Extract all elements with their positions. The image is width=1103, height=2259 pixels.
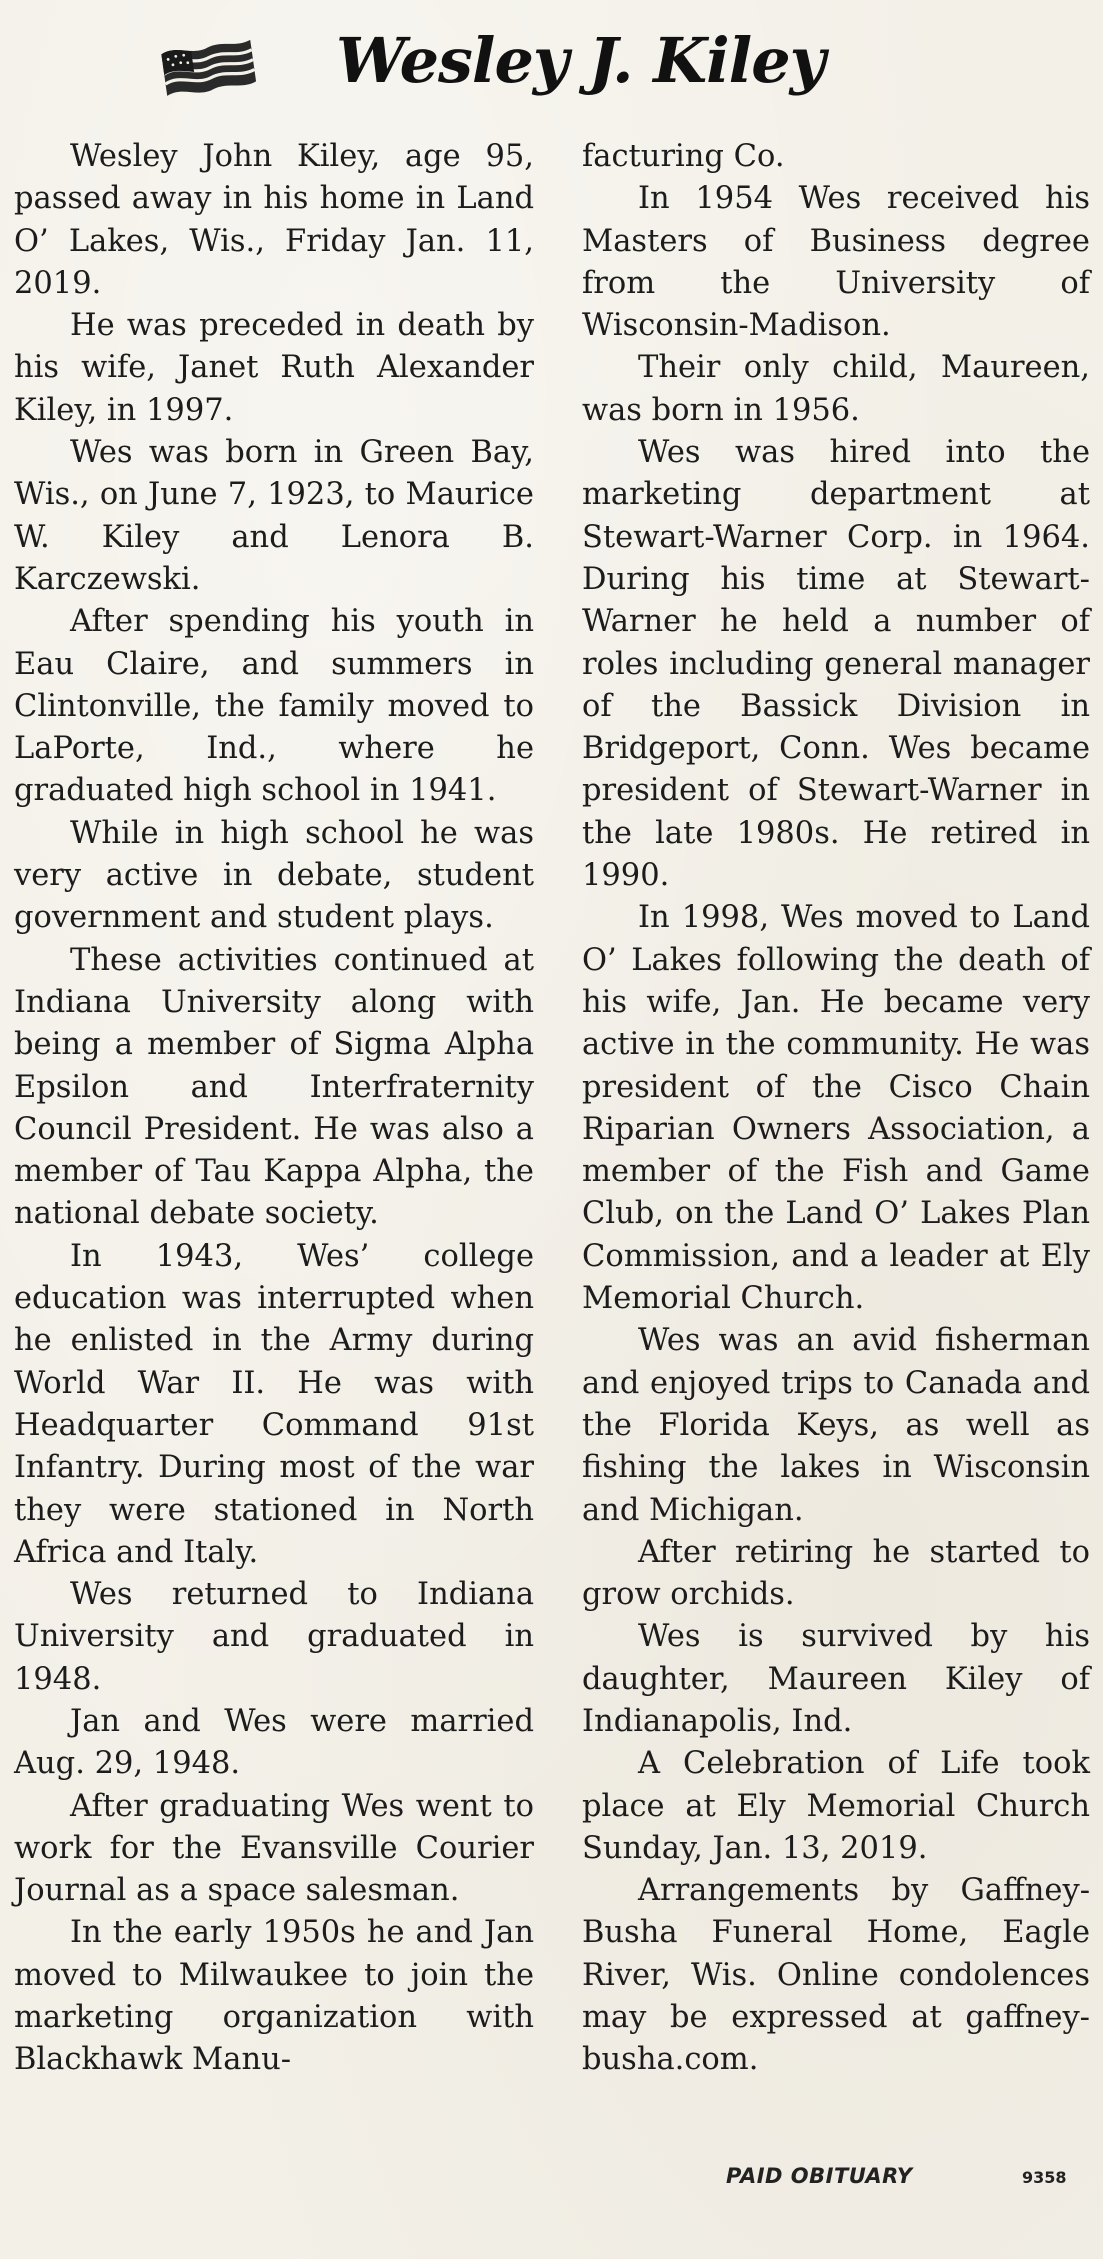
left-text-column	[14, 136, 534, 2082]
paid-obituary-label: PAID OBITUARY	[726, 2164, 913, 2188]
obituary-paragraph: Wes returned to Indiana University and graduated in 1948.	[14, 1577, 534, 1697]
obituary-paragraph: Their only child, Maureen, was born in 1956.	[582, 350, 1090, 428]
obituary-paragraph: After retiring he started to grow orchids.	[582, 1534, 1090, 1613]
american-flag-icon	[158, 38, 258, 102]
obituary-paragraph: Wes was hired into the marketing department at Stewart-Warner Corp. in 1964. During his time at Stewart-Warner he held a number of roles including general manager of the Bassick Division in Bridgeport, Conn. Wes became president of Stewart-Warner in the late 1980s. He retired in 1990.	[582, 435, 1090, 894]
obituary-paragraph: facturing Co.	[582, 139, 785, 174]
obituary-paragraph: In the early 1950s he and Jan moved to Milwaukee to join the marketing organization with Blackhawk Manu-	[14, 1915, 534, 2078]
obituary-paragraph: Jan and Wes were married Aug. 29, 1948.	[14, 1703, 534, 1782]
obituary-paragraph: After graduating Wes went to work for the Evansville Courier Journal as a space salesman.	[14, 1788, 534, 1909]
obituary-title: Wesley J. Kiley	[336, 24, 825, 97]
obituary-paragraph: While in high school he was very active in debate, student government and student plays.	[14, 815, 534, 936]
obituary-paragraph: Wes was an avid fisherman and enjoyed trips to Canada and the Florida Keys, as well as fishing the lakes in Wisconsin and Michigan.	[582, 1323, 1090, 1528]
obituary-paragraph: A Celebration of Life took place at Ely Memorial Church Sunday, Jan. 13, 2019.	[582, 1746, 1090, 1866]
obituary-paragraph: He was preceded in death by his wife, Janet Ruth Alexander Kiley, in 1997.	[14, 308, 534, 428]
obituary-header	[0, 18, 1103, 118]
obituary-paragraph: These activities continued at Indiana University along with being a member of Sigma Alpha Epsilon and Interfraternity Council President. He was also a member of Tau Kappa Alpha, the national debate society.	[14, 942, 534, 1232]
obituary-paragraph: Wes is survived by his daughter, Maureen Kiley of Indianapolis, Ind.	[582, 1619, 1090, 1739]
obituary-paragraph: In 1954 Wes received his Masters of Business degree from the University of Wisconsin-Madison.	[582, 181, 1090, 344]
obituary-paragraph: After spending his youth in Eau Claire, and summers in Clintonville, the family moved to LaPorte, Ind., where he graduated high school in 1941.	[14, 604, 534, 809]
obituary-paragraph: In 1943, Wes’ college education was interrupted when he enlisted in the Army during World War II. He was with Headquarter Command 91st Infantry. During most of the war they were stationed in North Africa and Italy.	[14, 1238, 534, 1570]
obituary-paragraph: Wesley John Kiley, age 95, passed away in his home in Land O’ Lakes, Wis., Friday Jan. 11, 2019.	[14, 139, 534, 301]
obituary-paragraph: Arrangements by Gaffney-Busha Funeral Home, Eagle River, Wis. Online condolences may be expressed at gaffney-busha.com.	[582, 1873, 1090, 2078]
right-text-column	[582, 136, 1090, 2082]
obituary-paragraph: In 1998, Wes moved to Land O’ Lakes following the death of his wife, Jan. He became very active in the community. He was president of the Cisco Chain Riparian Owners Association, a member of the Fish and Game Club, on the Land O’ Lakes Plan Commission, and a leader at Ely Memorial Church.	[582, 900, 1090, 1317]
obituary-paragraph: Wes was born in Green Bay, Wis., on June 7, 1923, to Maurice W. Kiley and Lenora B. Karczewski.	[14, 435, 534, 597]
ad-code: 9358	[1022, 2168, 1067, 2187]
